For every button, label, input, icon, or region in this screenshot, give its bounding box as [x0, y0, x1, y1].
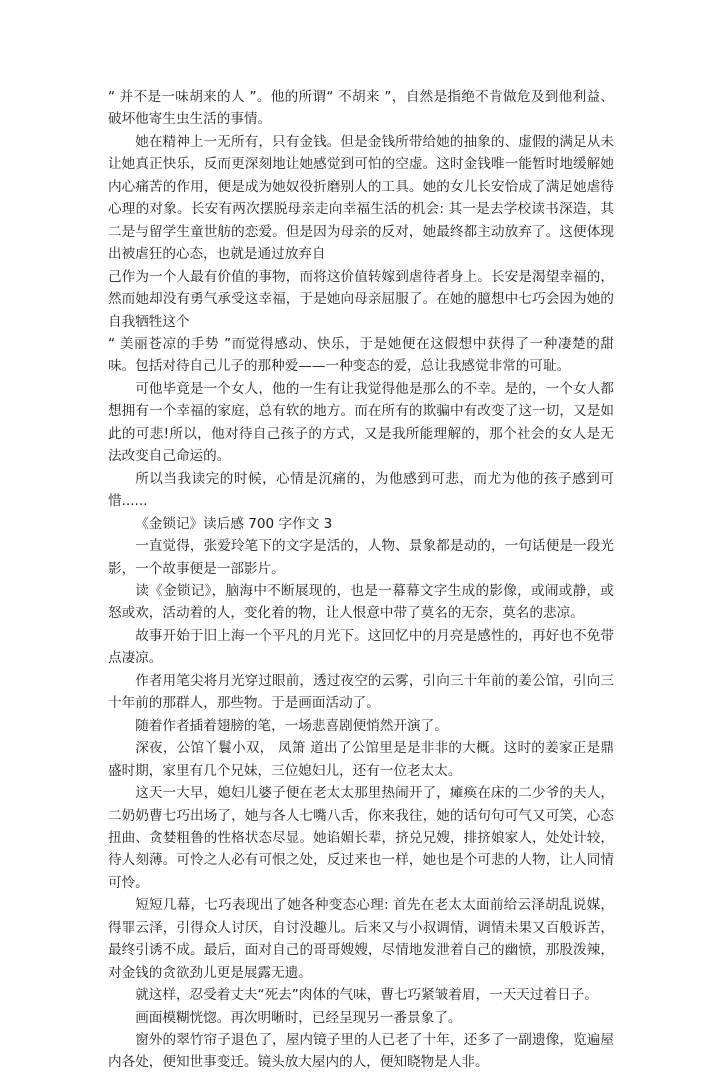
paragraph-blurred-scene: 画面模糊恍惚。再次明晰时，已经呈现另一番景象了。	[135, 1009, 462, 1026]
paragraph-late-night: 深夜，公馆丫鬟小双， 凤箫 道出了公馆里是是非非的大概。这时的姜家正是鼎盛时期，家里有几个兄妹，三位媳妇儿，还有一位老太太。	[108, 740, 614, 779]
paragraph-moonlight: 故事开始于旧上海一个平凡的月光下。这回忆中的月亮是感性的，再好也不免带点凄凉。	[108, 627, 614, 667]
paragraph-enduring: 就这样，忍受着丈夫“死去”肉体的气味，曹七巧紧皱着眉，一天天过着日子。	[135, 987, 598, 1004]
paragraph-thirty-years: 作者用笔尖将月光穿过眼前，透过夜空的云雾，引向三十年前的姜公馆，引向三十年前的那群人，那些物。于是画面活动了。	[108, 672, 614, 712]
paragraph-spiritual-emptiness: 她在精神上一无所有，只有金钱。但是金钱所带给她的抽象的、虚假的满足从未让她真正快乐，反而更深刻地让她感觉到可怕的空虚。这时金钱唯一能暂时地缓解她内心痛苦的作用，便是成为她奴役折磨别人的工具。她的女儿长安恰成了满足她虐待心理的对象。长安有两次摆脱母亲走向幸福生活的机会: 其一是去学校读书深造，其二是与留学生童世舫的恋爱。但是因为母亲的反对，她最终都主动放弃了。这便体现出被虐狂的心态，也就是通过放弃自	[108, 133, 614, 263]
paragraph-unfortunate-woman: 可他毕竟是一个女人，他的一生有让我觉得他是那么的不幸。是的，一个女人都想拥有一个幸福的家庭，总有软的地方。而在所有的欺骗中有改变了这一切，又是如此的可悲!所以，他对待自己孩子的方式，又是我所能理解的，那个社会的女人是无法改变自己命运的。	[108, 380, 614, 465]
paragraph-conclusion: 所以当我读完的时候，心情是沉痛的，为他感到可悲，而尤为他的孩子感到可惜......	[108, 470, 614, 510]
document-body	[108, 86, 614, 1074]
paragraph-continuation: “ 并不是一味胡来的人 ”。他的所谓“ 不胡来 ”，自然是指绝不肯做危及到他利益、破坏他寄生虫生活的事情。	[108, 89, 614, 128]
paragraph-reading-images: 读《金锁记》，脑海中不断展现的，也是一幕幕文字生成的影像，或闹或静，或怒或欢，活动着的人，变化着的物，让人恨意中带了莫名的无奈，莫名的悲凉。	[108, 582, 614, 622]
paragraph-changan-submission: 己作为一个人最有价值的事物，而将这价值转嫁到虐待者身上。长安是渴望幸福的，然而她却没有勇气承受这幸福，于是她向母亲屈服了。在她的臆想中七巧会因为她的自我牺牲这个	[108, 268, 614, 330]
essay-title: 《金锁记》读后感 700 字作文 3	[135, 515, 333, 532]
paragraph-morning-scene: 这天一大早，媳妇儿婆子便在老太太那里热闹开了，瘫痪在床的二少爷的夫人，二奶奶曹七巧出场了，她与各人七嘴八舌，你来我往，她的话句句可气又可笑，心态扭曲、贪婪粗鲁的性格状态尽显。她谄媚长辈，挤兑兄嫂，排挤娘家人，处处计较，待人刻薄。可怜之人必有可恨之处，反过来也一样，她也是个可悲的人物，让人同情可怜。	[108, 785, 614, 891]
paragraph-abnormal-psychology: 短短几幕，七巧表现出了她各种变态心理: 首先在老太太面前给云泽胡乱说媒，得罪云泽，引得众人讨厌，自讨没趣儿。后来又与小叔调情，调情未果又百般诉苦，最终引诱不成。最后，面对自己的哥哥嫂嫂，尽情地发泄着自己的幽愤，那股泼辣，对金钱的贪欲劲儿更是展露无遗。	[108, 897, 614, 981]
paragraph-ten-years-later: 窗外的翠竹帘子退色了，屋内镜子里的人已老了十年，还多了一副遗像，览遍屋内各处，便知世事变迁。镜头放大屋内的人，便知晓物是人非。	[108, 1032, 614, 1071]
paragraph-living-words: 一直觉得，张爱玲笔下的文字是活的，人物、景象都是动的，一句话便是一段光影，一个故事便是一部影片。	[108, 538, 614, 577]
paragraph-beautiful-gesture: “ 美丽苍凉的手势 ”而觉得感动、快乐，于是她便在这假想中获得了一种凄楚的甜味。包括对待自己儿子的那种爱——一种变态的爱，总让我感觉非常的可耻。	[108, 335, 614, 375]
paragraph-play-begins: 随着作者插着翅膀的笔，一场悲喜剧便悄然开演了。	[135, 717, 448, 734]
